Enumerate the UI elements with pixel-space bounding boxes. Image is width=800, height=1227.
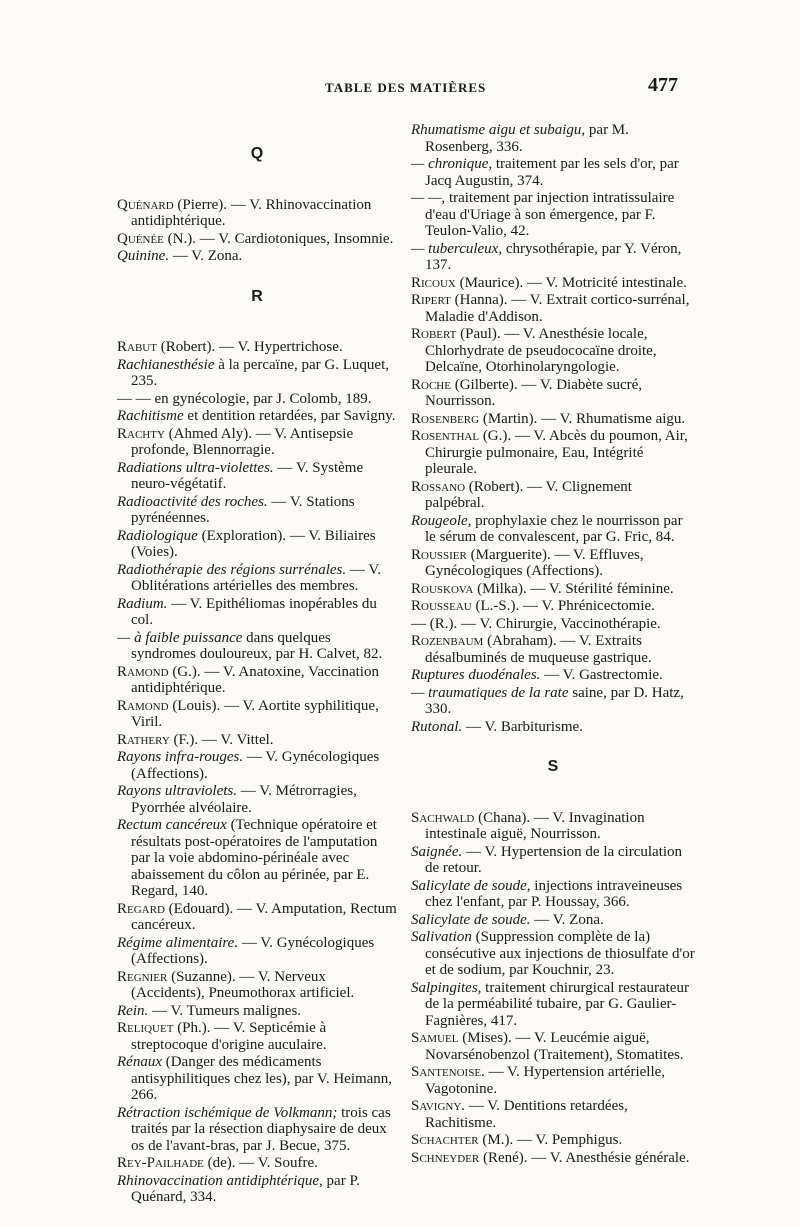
entry-text: (Milka). — V. Stérilité féminine. xyxy=(473,580,674,597)
entry-text: (Marguerite). — V. Effluves, Gynécologiques (Affections). xyxy=(425,546,644,579)
index-entry xyxy=(117,630,397,663)
entry-text: par P. Quénard, 334. xyxy=(131,1172,360,1205)
entry-text: — V. Zona. xyxy=(530,911,604,928)
right-column xyxy=(411,122,695,1167)
entry-heading: Roche xyxy=(411,376,451,393)
left-column xyxy=(117,108,397,1207)
entry-heading: Radiologique xyxy=(117,527,198,544)
index-entry xyxy=(117,426,397,459)
entry-text: (de). — V. Soufre. xyxy=(203,1155,318,1171)
entry-heading: Rosenberg xyxy=(411,410,480,427)
entry-text: (Chana). — V. Invagination intestinale aiguë, Nourrisson. xyxy=(425,809,645,842)
entry-heading: Rayons ultraviolets. xyxy=(117,783,237,799)
entry-text: prophylaxie chez le nourrisson par le sérum de convalescent, par G. Fric, 84. xyxy=(425,512,683,545)
index-entry xyxy=(411,377,695,410)
index-entry xyxy=(117,935,397,968)
entry-text: (Suzanne). — V. Nerveux (Accidents), Pneumothorax artificiel. xyxy=(131,968,355,1001)
index-entry xyxy=(411,581,695,598)
index-entry xyxy=(117,231,397,248)
index-entry xyxy=(117,339,397,356)
entry-heading: Rectum cancéreux xyxy=(117,817,227,833)
section-r-entries xyxy=(117,339,397,1206)
entry-text: — V. Gynécologiques (Affections). xyxy=(131,934,375,967)
entry-heading: Quinine. xyxy=(117,248,170,264)
entry-heading: Rossano xyxy=(411,478,466,495)
entry-heading: Roussier xyxy=(411,546,467,563)
section-letter-r: R xyxy=(251,287,263,305)
entry-text: par M. Rosenberg, 336. xyxy=(425,122,629,155)
entry-text: (Robert). — V. Clignement palpébral. xyxy=(425,478,632,511)
entry-heading: Rétraction ischémique de Volkmann; xyxy=(117,1104,338,1121)
entry-text: — en gynécologie, par J. Colomb, 189. xyxy=(132,390,372,407)
entry-heading: Rayons infra-rouges. xyxy=(117,749,244,765)
entry-text: (Hanna). — V. Extrait cortico-surrénal, Maladie d'Addison. xyxy=(425,292,690,325)
index-entry xyxy=(117,1020,397,1053)
entry-heading: — chronique, xyxy=(411,156,493,172)
entry-text: — V. Hypertension artérielle, Vagotonine. xyxy=(425,1064,666,1097)
index-entry xyxy=(411,156,695,189)
index-entry xyxy=(117,817,397,900)
index-entry xyxy=(411,685,695,718)
entry-text: — V. Système neuro-végétatif. xyxy=(131,459,364,492)
entry-heading: — tuberculeux, xyxy=(411,240,503,257)
index-entry xyxy=(117,732,397,749)
entry-heading: Quénée xyxy=(117,230,164,247)
running-head: TABLE DES MATIÈRES xyxy=(325,80,487,95)
index-entry xyxy=(411,912,695,929)
entry-heading: Quénard xyxy=(117,196,174,213)
index-entry xyxy=(411,929,695,979)
entry-text: traitement par injection intratissulaire d'eau d'Uriage à son émergence, par F. Teulon-Valio, 42. xyxy=(425,190,675,239)
index-entry xyxy=(411,810,695,843)
entry-heading: Rhinovaccination antidiphtérique, xyxy=(117,1172,323,1189)
index-entry xyxy=(411,1098,695,1131)
index-entry xyxy=(411,513,695,546)
entry-text: (Gilberte). — V. Diabète sucré, Nourrisson. xyxy=(425,376,643,409)
index-entry xyxy=(117,408,397,425)
entry-text: (M.). — V. Pemphigus. xyxy=(478,1132,623,1148)
index-entry xyxy=(411,616,695,633)
index-entry xyxy=(411,633,695,666)
section-q-entries xyxy=(117,197,397,265)
entry-text: dans quelques syndromes douloureux, par H. Calvet, 82. xyxy=(131,629,383,662)
entry-heading: Ripert xyxy=(411,292,451,308)
index-entry xyxy=(117,494,397,527)
entry-text: saine, par D. Hatz, 330. xyxy=(425,684,684,717)
entry-heading: Rein. xyxy=(117,1002,149,1019)
entry-heading: — xyxy=(411,615,426,632)
entry-heading: Ramond xyxy=(117,663,169,680)
entry-text: chrysothérapie, par Y. Véron, 137. xyxy=(425,240,682,273)
entry-heading: Rabut xyxy=(117,339,157,355)
entry-heading: Rutonal. xyxy=(411,718,463,735)
index-entry xyxy=(411,598,695,615)
entry-heading: Régime alimentaire. xyxy=(117,934,239,951)
index-entry xyxy=(117,460,397,493)
entry-text: — V. Tumeurs malignes. xyxy=(148,1002,302,1019)
section-letter-q: Q xyxy=(250,145,264,162)
entry-heading: Robert xyxy=(411,326,457,342)
index-entry xyxy=(411,1150,695,1167)
entry-text: traitement par les sels d'or, par Jacq Augustin, 374. xyxy=(425,156,679,189)
entry-text: (Technique opératoire et résultats post-opératoires de l'amputation par la voie abdomino-périnéale avec abaissement du côlon au périnée, par E. Regard, 140. xyxy=(131,817,378,899)
index-entry xyxy=(411,122,695,155)
entry-text: (Martin). — V. Rhumatisme aigu. xyxy=(479,410,686,427)
index-entry xyxy=(117,1105,397,1155)
entry-text: (F.). — V. Vittel. xyxy=(169,731,274,748)
entry-heading: Regard xyxy=(117,900,165,917)
index-entry xyxy=(117,1054,397,1104)
index-entry xyxy=(411,292,695,325)
entry-text: (Louis). — V. Aortite syphilitique, Viril. xyxy=(131,697,379,730)
index-entry xyxy=(411,1030,695,1063)
entry-text: (N.). — V. Cardiotoniques, Insomnie. xyxy=(163,230,394,247)
index-entry xyxy=(411,980,695,1030)
index-entry xyxy=(117,197,397,230)
entry-heading: — xyxy=(117,390,132,407)
section-s-entries xyxy=(411,810,695,1167)
entry-text: (G.). — V. Anatoxine, Vaccination antidiphtérique. xyxy=(131,663,379,696)
section-r-continued-entries xyxy=(411,122,695,735)
entry-text: (Suppression complète de la) consécutive aux injections de thiosulfate d'or et de sodium, par Kouchnir, 23. xyxy=(425,929,695,978)
entry-text: (Robert). — V. Hypertrichose. xyxy=(156,339,343,355)
entry-heading: Radiothérapie des régions surrénales. xyxy=(117,561,347,578)
entry-text: injections intraveineuses chez l'enfant, par P. Houssay, 366. xyxy=(425,877,683,910)
page-number: 477 xyxy=(648,74,678,96)
entry-heading: Ricoux xyxy=(411,274,456,291)
section-letter-s: S xyxy=(547,758,559,775)
entry-heading: Rachty xyxy=(117,425,165,442)
entry-heading: Salpingites, xyxy=(411,979,482,996)
index-entry xyxy=(411,667,695,684)
entry-text: — V. Métrorragies, Pyorrhée alvéolaire. xyxy=(131,783,357,816)
entry-heading: Saignée. xyxy=(411,843,463,860)
index-entry xyxy=(411,547,695,580)
entry-text: (G.). — V. Abcès du poumon, Air, Chirurgie pulmonaire, Eau, Intégrité pleurale. xyxy=(425,428,688,477)
index-entry xyxy=(117,562,397,595)
entry-heading: Rhumatisme aigu et subaigu, xyxy=(411,122,586,138)
entry-heading: Radioactivité des roches. xyxy=(117,493,268,510)
entry-text: — V. Hypertension de la circulation de retour. xyxy=(425,843,683,876)
index-entry xyxy=(117,1003,397,1020)
entry-heading: Rozenbaum xyxy=(411,633,484,649)
index-entry xyxy=(411,275,695,292)
index-entry xyxy=(411,844,695,877)
entry-text: — V. Epithéliomas inopérables du col. xyxy=(131,595,377,628)
entry-heading: Rathery xyxy=(117,731,170,748)
entry-heading: Rey-Pailhade xyxy=(117,1155,204,1171)
entry-heading: Santenoise. xyxy=(411,1064,485,1080)
entry-heading: Schneyder xyxy=(411,1149,480,1166)
entry-text: à la percaïne, par G. Luquet, 235. xyxy=(131,356,389,389)
entry-text: (L.-S.). — V. Phrénicectomie. xyxy=(471,598,655,614)
entry-text: et dentition retardées, par Savigny. xyxy=(183,408,396,424)
entry-text: (Edouard). — V. Amputation, Rectum cancéreux. xyxy=(131,900,397,933)
entry-text: — V. Dentitions retardées, Rachitisme. xyxy=(425,1098,628,1131)
index-entry xyxy=(117,901,397,934)
entry-heading: Reliquet xyxy=(117,1020,174,1036)
entry-heading: Rachianesthésie xyxy=(117,356,215,373)
entry-text: — V. Barbiturisme. xyxy=(462,718,583,735)
entry-text: — V. Stations pyrénéennes. xyxy=(131,493,355,526)
entry-text: (Ahmed Aly). — V. Antisepsie profonde, Blennorragie. xyxy=(131,425,354,458)
entry-heading: Salicylate de soude, xyxy=(411,877,531,894)
entry-text: (R.). — V. Chirurgie, Vaccinothérapie. xyxy=(426,615,661,632)
index-entry xyxy=(117,1173,397,1206)
entry-text: (Danger des médicaments antisyphilitiques chez les), par V. Heimann, 266. xyxy=(131,1054,393,1103)
entry-text: (Pierre). — V. Rhinovaccination antidiphtérique. xyxy=(131,196,372,229)
entry-heading: Rachitisme xyxy=(117,408,184,424)
entry-heading: — à faible puissance xyxy=(117,629,243,646)
entry-text: (René). — V. Anesthésie générale. xyxy=(479,1149,690,1166)
entry-heading: Schachter xyxy=(411,1132,479,1148)
index-entry xyxy=(411,428,695,478)
index-entry xyxy=(117,596,397,629)
entry-text: (Exploration). — V. Biliaires (Voies). xyxy=(131,527,376,560)
entry-heading: Salicylate de soude. xyxy=(411,911,531,928)
entry-text: trois cas traités par la résection diaphysaire de deux os de l'avant-bras, par J. Becue, 375. xyxy=(131,1104,391,1154)
entry-text: — V. Gastrectomie. xyxy=(540,667,663,683)
entry-text: traitement chirurgical restaurateur de la perméabilité tubaire, par G. Gaulier-Fagnières, 417. xyxy=(425,979,689,1029)
index-entry xyxy=(117,528,397,561)
index-entry xyxy=(117,357,397,390)
entry-text: (Abraham). — V. Extraits désalbuminés de muqueuse gastrique. xyxy=(425,633,652,666)
index-entry xyxy=(117,1155,397,1172)
entry-heading: Rouskova xyxy=(411,580,474,597)
entry-heading: Rosenthal xyxy=(411,428,480,444)
entry-heading: Regnier xyxy=(117,968,168,985)
entry-text: (Maurice). — V. Motricité intestinale. xyxy=(455,274,687,291)
entry-heading: Rénaux xyxy=(117,1054,162,1070)
entry-heading: Savigny. xyxy=(411,1098,466,1114)
index-entry xyxy=(411,190,695,240)
index-entry xyxy=(117,969,397,1002)
entry-heading: Ruptures duodénales. xyxy=(411,667,541,683)
entry-heading: Radiations ultra-violettes. xyxy=(117,459,274,476)
entry-text: (Mises). — V. Leucémie aiguë, Novarsénobenzol (Traitement), Stomatites. xyxy=(425,1030,684,1063)
index-entry xyxy=(117,391,397,408)
index-entry xyxy=(117,749,397,782)
entry-heading: Samuel xyxy=(411,1030,459,1046)
entry-text: — V. Gynécologiques (Affections). xyxy=(131,749,380,782)
entry-heading: Radium. xyxy=(117,595,168,612)
entry-heading: Salivation xyxy=(411,929,472,945)
entry-text: — V. Zona. xyxy=(169,248,243,264)
entry-heading: — —, xyxy=(411,190,446,206)
entry-heading: Ramond xyxy=(117,697,169,714)
index-entry xyxy=(117,248,397,265)
index-entry xyxy=(411,411,695,428)
index-entry xyxy=(117,664,397,697)
index-entry xyxy=(411,719,695,736)
entry-heading: — traumatiques de la rate xyxy=(411,684,569,701)
entry-heading: Rougeole, xyxy=(411,512,472,529)
entry-text: (Paul). — V. Anesthésie locale, Chlorhydrate de pseudococaïne droite, Delcaïne, Otorhinolaryngologie. xyxy=(425,326,657,375)
index-entry xyxy=(411,241,695,274)
entry-text: — V. Oblitérations artérielles des membres. xyxy=(131,561,382,594)
entry-text: (Ph.). — V. Septicémie à streptocoque d'origine auculaire. xyxy=(131,1020,327,1053)
index-entry xyxy=(411,1132,695,1149)
index-entry xyxy=(117,783,397,816)
index-entry xyxy=(117,698,397,731)
entry-heading: Sachwald xyxy=(411,809,475,826)
index-entry xyxy=(411,878,695,911)
index-entry xyxy=(411,326,695,376)
entry-heading: Rousseau xyxy=(411,598,472,614)
index-entry xyxy=(411,479,695,512)
index-entry xyxy=(411,1064,695,1097)
